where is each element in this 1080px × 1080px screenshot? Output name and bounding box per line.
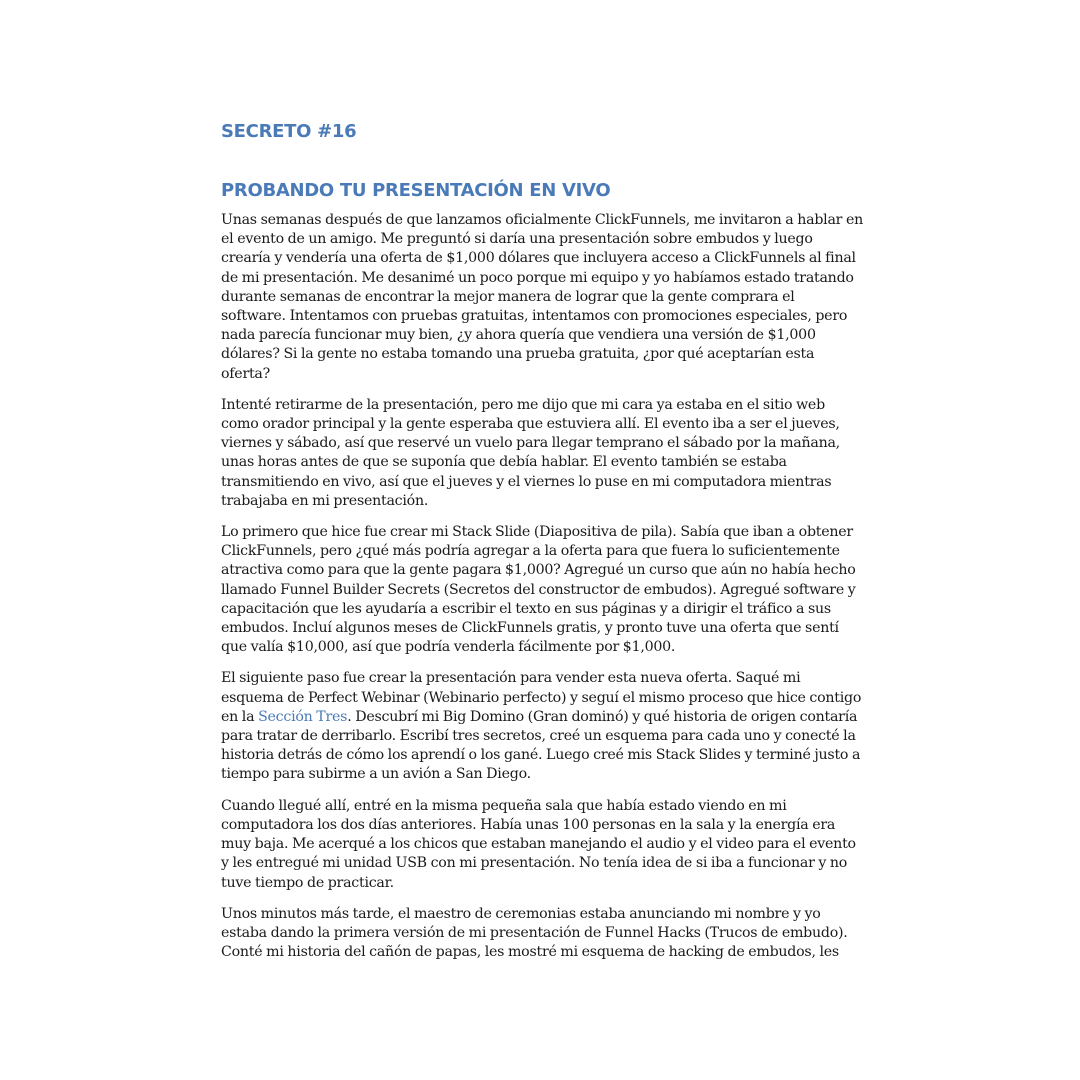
- paragraph-4: [221, 669, 863, 784]
- section-title: PROBANDO TU PRESENTACIÓN EN VIVO: [221, 180, 611, 201]
- paragraph-6: Unos minutos más tarde, el maestro de ceremonias estaba anunciando mi nombre y yo estaba dando la primera versión de mi presentación de Funnel Hacks (Trucos de embudo). Conté mi historia del cañón de papas, les mostré mi esquema de hacking de embudos, les: [221, 905, 848, 961]
- paragraph-2: Intenté retirarme de la presentación, pero me dijo que mi cara ya estaba en el sitio web como orador principal y la gente esperaba que estuviera allí. El evento iba a ser el jueves, viernes y sábado, así que reservé un vuelo para llegar temprano el sábado por la mañana, unas horas antes de que se suponía que debía hablar. El evento también se estaba transmitiendo en vivo, así que el jueves y el viernes lo puse en mi computadora mientras trabajaba en mi presentación.: [221, 396, 840, 509]
- document-page: [221, 118, 863, 974]
- secret-label: SECRETO #16: [221, 121, 357, 142]
- paragraph-5: Cuando llegué allí, entré en la misma pequeña sala que había estado viendo en mi computadora los dos días anteriores. Había unas 100 personas en la sala y la energía era muy baja. Me acerqué a los chicos que estaban manejando el audio y el video para el evento y les entregué mi unidad USB con mi presentación. No tenía idea de si iba a funcionar y no tuve tiempo de practicar.: [221, 797, 856, 891]
- paragraph-4-text-start: El siguiente paso fue crear la presentación para vender esta nueva oferta. Saqué mi esquema de Perfect Webinar (Webinario perfecto) y seguí el mismo proceso que hice contigo en la: [221, 670, 862, 725]
- section-three-link[interactable]: Sección Tres: [258, 708, 348, 725]
- paragraph-3: Lo primero que hice fue crear mi Stack Slide (Diapositiva de pila). Sabía que iban a obtener ClickFunnels, pero ¿qué más podría agregar a la oferta para que fuera lo suficientemente atractiva como para que la gente pagara $1,000? Agregué un curso que aún no había hecho llamado Funnel Builder Secrets (Secretos del constructor de embudos). Agregué software y capacitación que les ayudaría a escribir el texto en sus páginas y a dirigir el tráfico a sus embudos. Incluí algunos meses de ClickFunnels gratis, y pronto tuve una oferta que sentí que valía $10,000, así que podría venderla fácilmente por $1,000.: [221, 524, 856, 656]
- paragraph-1: Unas semanas después de que lanzamos oficialmente ClickFunnels, me invitaron a hablar en el evento de un amigo. Me preguntó si daría una presentación sobre embudos y luego crearía y vendería una oferta de $1,000 dólares que incluyera acceso a ClickFunnels al final de mi presentación. Me desanimé un poco porque mi equipo y yo habíamos estado tratando durante semanas de encontrar la mejor manera de lograr que la gente comprara el software. Intentamos con pruebas gratuitas, intentamos con promociones especiales, pero nada parecía funcionar muy bien, ¿y ahora quería que vendiera una versión de $1,000 dólares? Si la gente no estaba tomando una prueba gratuita, ¿por qué aceptarían esta oferta?: [221, 212, 863, 382]
- paragraph-4-text-end: . Descubrí mi Big Domino (Gran dominó) y qué historia de origen contaría para tratar de derribarlo. Escribí tres secretos, creé un esquema para cada uno y conecté la historia detrás de cómo los aprendí o los gané. Luego creé mis Stack Slides y terminé justo a tiempo para subirme a un avión a San Diego.: [221, 708, 861, 783]
